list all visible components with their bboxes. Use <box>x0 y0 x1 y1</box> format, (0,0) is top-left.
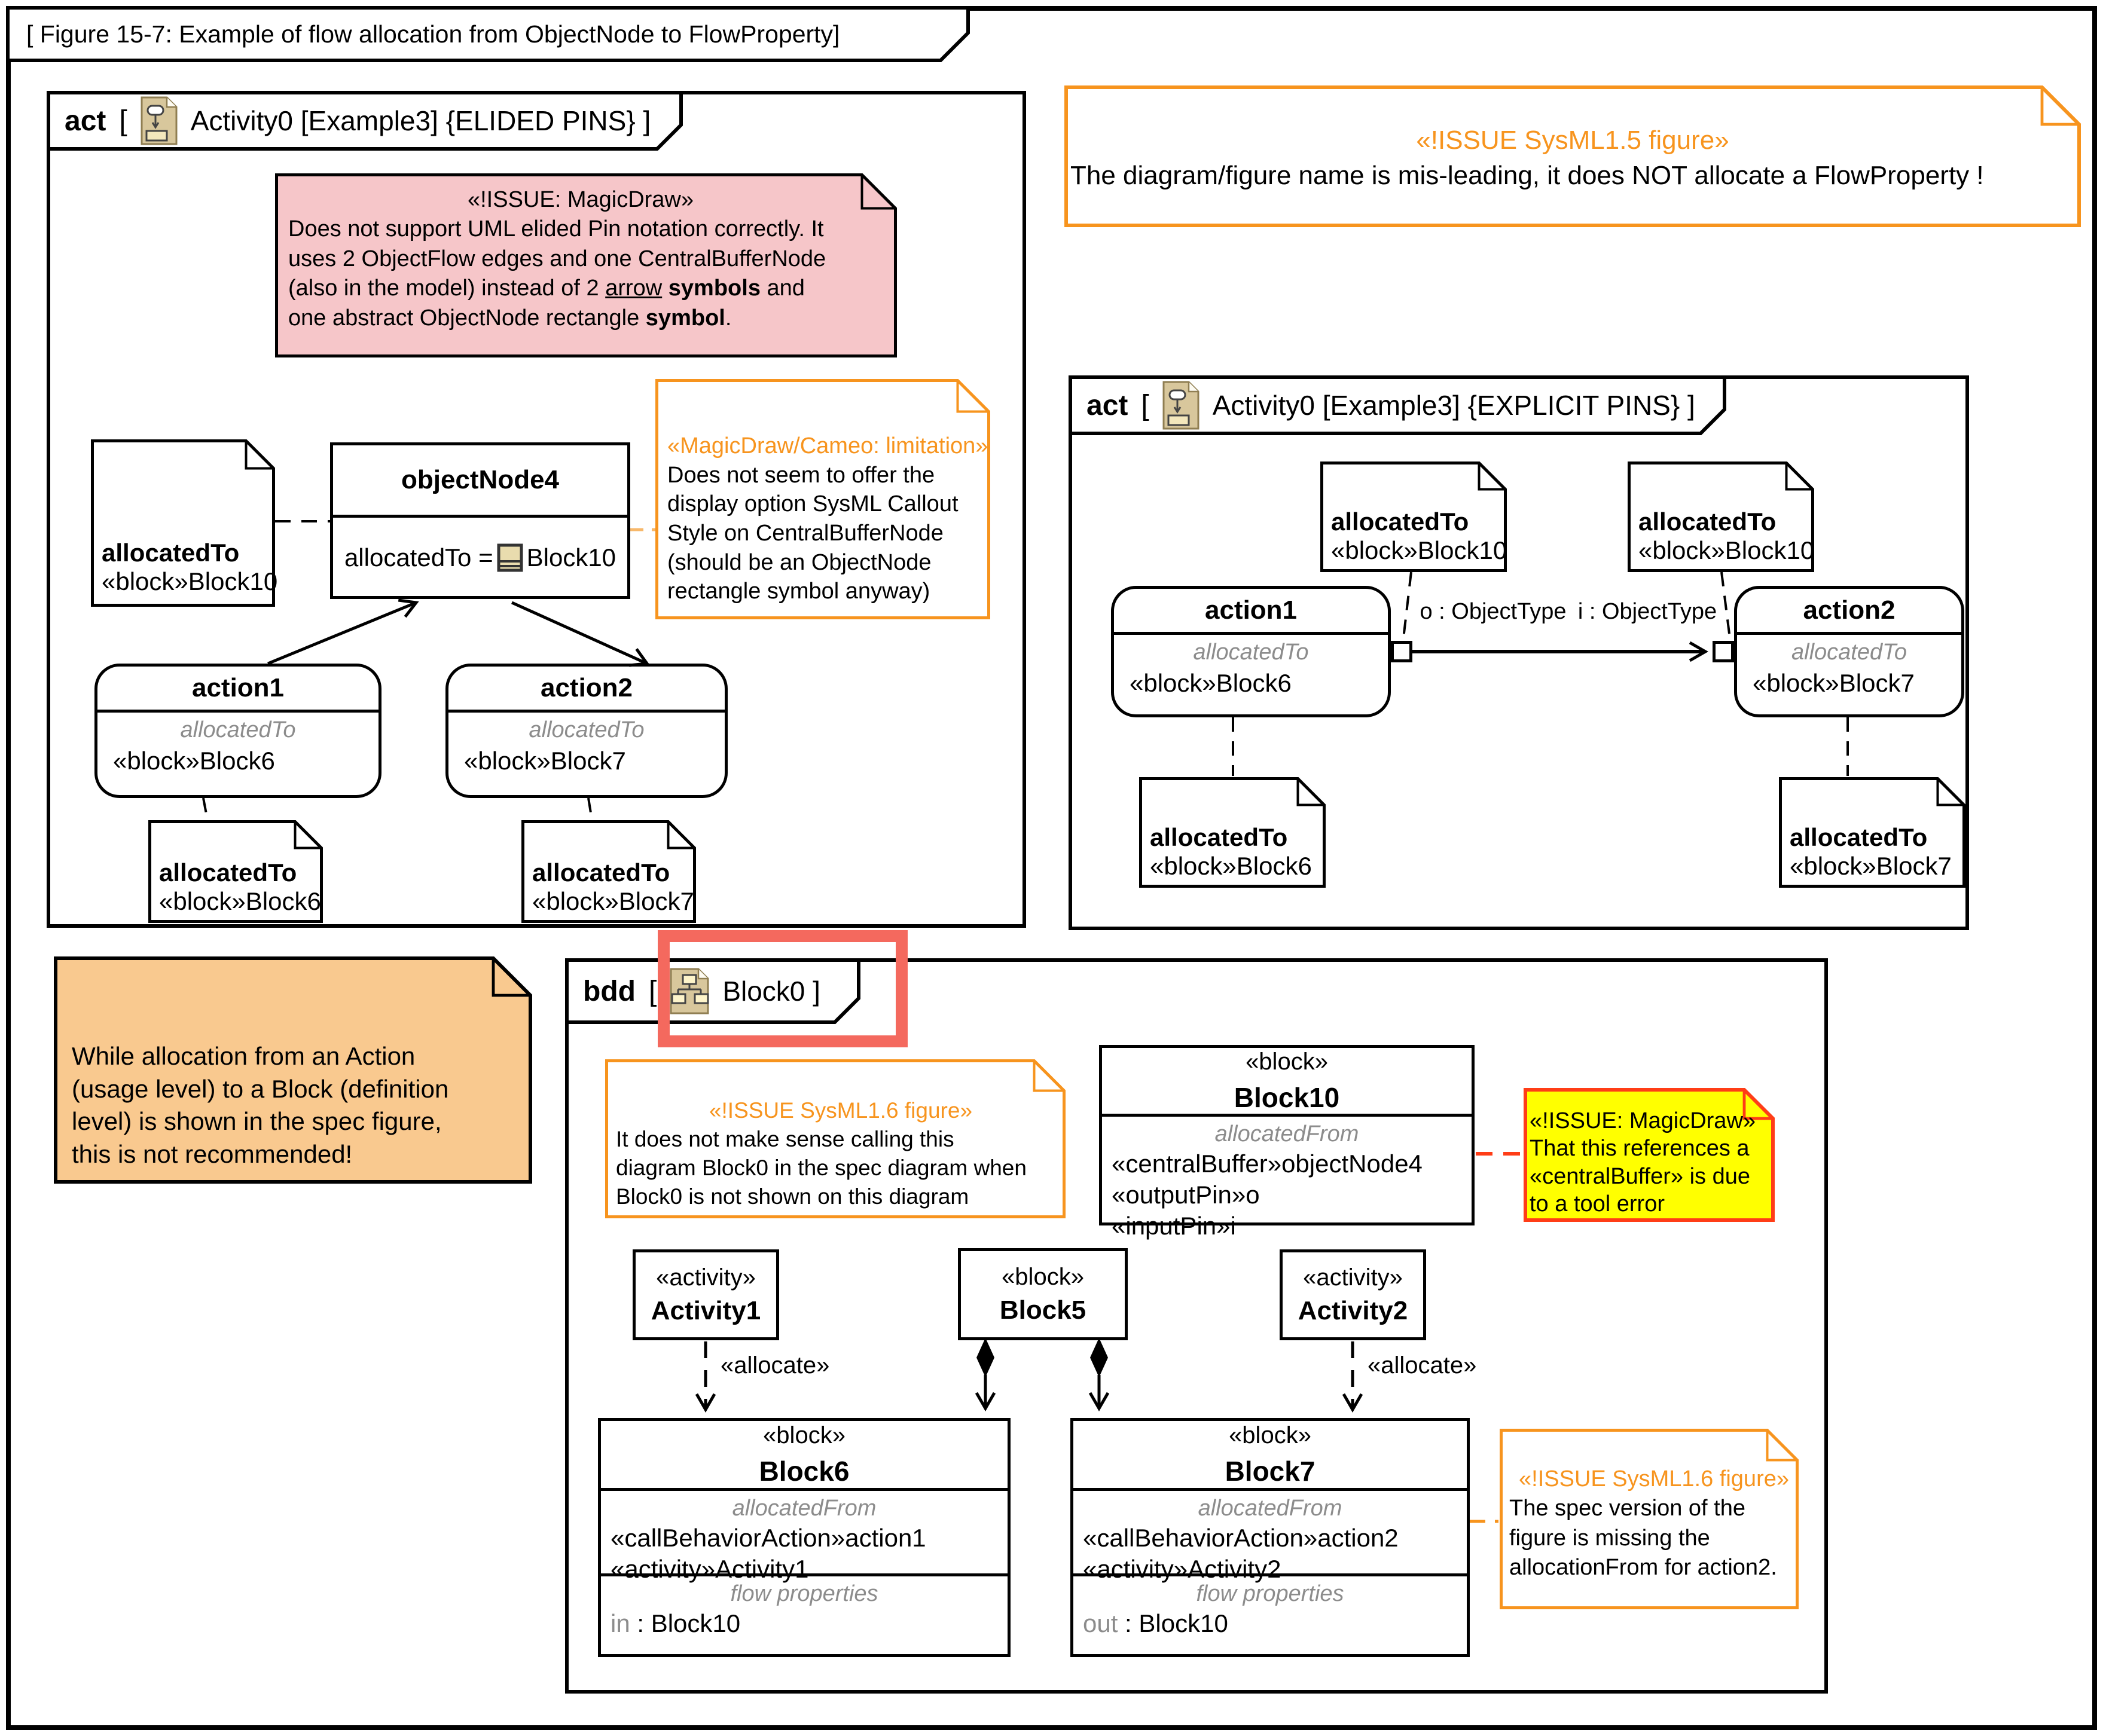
object-node4: objectNode4 allocatedTo = Block10 <box>330 442 630 599</box>
issue-magicdraw-note: «!ISSUE: MagicDraw» Does not support UML elided Pin notation correctly. It uses 2 ObjectFlow edges and one CentralBufferNode (also in the model) instead of 2 arrow symbols and one abstract ObjectNode rectangle symbol. <box>275 173 897 357</box>
object-node4-name: objectNode4 <box>333 445 627 518</box>
action1-node-explicit: action1 allocatedTo «block»Block6 <box>1111 586 1391 717</box>
callout-note-block7-explicit: allocatedTo «block»Block7 <box>1779 777 1965 888</box>
callout-note-block6-explicit: allocatedTo «block»Block6 <box>1139 777 1326 888</box>
note-stereotype: «!ISSUE: MagicDraw» <box>467 187 694 212</box>
bdd-name: Block0 ] <box>722 976 820 1007</box>
block-icon <box>497 543 523 572</box>
sysml15-issue-note: «!ISSUE SysML1.5 figure» The diagram/figure name is mis-leading, it does NOT allocate a FlowProperty ! <box>1064 85 2081 227</box>
red-highlight-box <box>658 930 908 1047</box>
callout-note-block6: allocatedTo «block»Block6 <box>148 820 323 923</box>
activity2-box: «activity» Activity2 <box>1280 1249 1426 1340</box>
activity-diagram-icon <box>141 96 178 145</box>
callout-note-block7: allocatedTo «block»Block7 <box>521 820 696 923</box>
action2-node: action2 allocatedTo «block»Block7 <box>445 664 728 798</box>
input-pin <box>1713 641 1734 662</box>
output-pin <box>1391 641 1412 662</box>
missing-allocation-note: «!ISSUE SysML1.6 figure» The spec version of the figure is missing the allocationFrom for action2. <box>1500 1429 1799 1609</box>
act-elided-header: act [ Activity0 [Example3] {ELIDED PINS} ] <box>47 91 683 151</box>
recommendation-note: While allocation from an Action (usage level) to a Block (definition level) is shown in the spec figure, this is not recommended! <box>54 956 532 1184</box>
bdd-header: bdd [ Block0 ] <box>565 958 860 1024</box>
act-explicit-name: Activity0 [Example3] {EXPLICIT PINS} ] <box>1212 390 1695 421</box>
bdd-keyword: bdd <box>583 975 636 1007</box>
input-pin-label: i : ObjectType <box>1577 599 1717 624</box>
limitation-note: «MagicDraw/Cameo: limitation» Does not seem to offer the display option SysML Callout Style on CentralBufferNode (should be an ObjectNode rectangle symbol anyway) <box>655 379 990 619</box>
allocate-label-left: «allocate» <box>721 1352 830 1379</box>
note-stereotype: «!ISSUE SysML1.6 figure» <box>709 1098 973 1123</box>
block7-box: «block» Block7 allocatedFrom «callBehaviorAction»action2 «activity»Activity2 flow properties out : Block10 <box>1070 1418 1470 1657</box>
activity-diagram-icon <box>1162 381 1199 430</box>
act-keyword: act <box>1086 389 1128 421</box>
action1-node: action1 allocatedTo «block»Block6 <box>94 664 381 798</box>
output-pin-label: o : ObjectType <box>1420 599 1567 624</box>
note-stereotype: «MagicDraw/Cameo: limitation» <box>667 433 988 459</box>
sysml16-issue-note: «!ISSUE SysML1.6 figure» It does not make sense calling this diagram Block0 in the spec diagram when Block0 is not shown on this diagram <box>605 1059 1066 1218</box>
block10-box: «block» Block10 allocatedFrom «centralBuffer»objectNode4 «outputPin»o «inputPin»i <box>1099 1045 1475 1225</box>
act-keyword: act <box>65 105 106 137</box>
callout-note-block10-a: allocatedTo «block»Block10 <box>1320 461 1507 572</box>
block5-box: «block» Block5 <box>958 1248 1128 1340</box>
yellow-magicdraw-note: «!ISSUE: MagicDraw» That this references a «centralBuffer» is due to a tool error <box>1524 1088 1775 1222</box>
allocate-label-right: «allocate» <box>1368 1352 1477 1379</box>
activity1-box: «activity» Activity1 <box>633 1249 779 1340</box>
figure-title: [ Figure 15-7: Example of flow allocation from ObjectNode to FlowProperty] <box>26 20 840 48</box>
act-explicit-header: act [ Activity0 [Example3] {EXPLICIT PINS} ] <box>1069 375 1726 435</box>
block6-box: «block» Block6 allocatedFrom «callBehaviorAction»action1 «activity»Activity1 flow properties in : Block10 <box>598 1418 1011 1657</box>
note-stereotype: «!ISSUE SysML1.6 figure» <box>1519 1466 1789 1492</box>
figure-title-tab <box>6 6 970 62</box>
action2-node-explicit: action2 allocatedTo «block»Block7 <box>1734 586 1964 717</box>
callout-note-block10: allocatedTo «block»Block10 <box>91 439 275 607</box>
note-stereotype: «!ISSUE: MagicDraw» <box>1530 1108 1756 1133</box>
act-elided-name: Activity0 [Example3] {ELIDED PINS} ] <box>190 105 651 136</box>
callout-note-block10-b: allocatedTo «block»Block10 <box>1628 461 1814 572</box>
note-stereotype: «!ISSUE SysML1.5 figure» <box>1416 126 1729 155</box>
